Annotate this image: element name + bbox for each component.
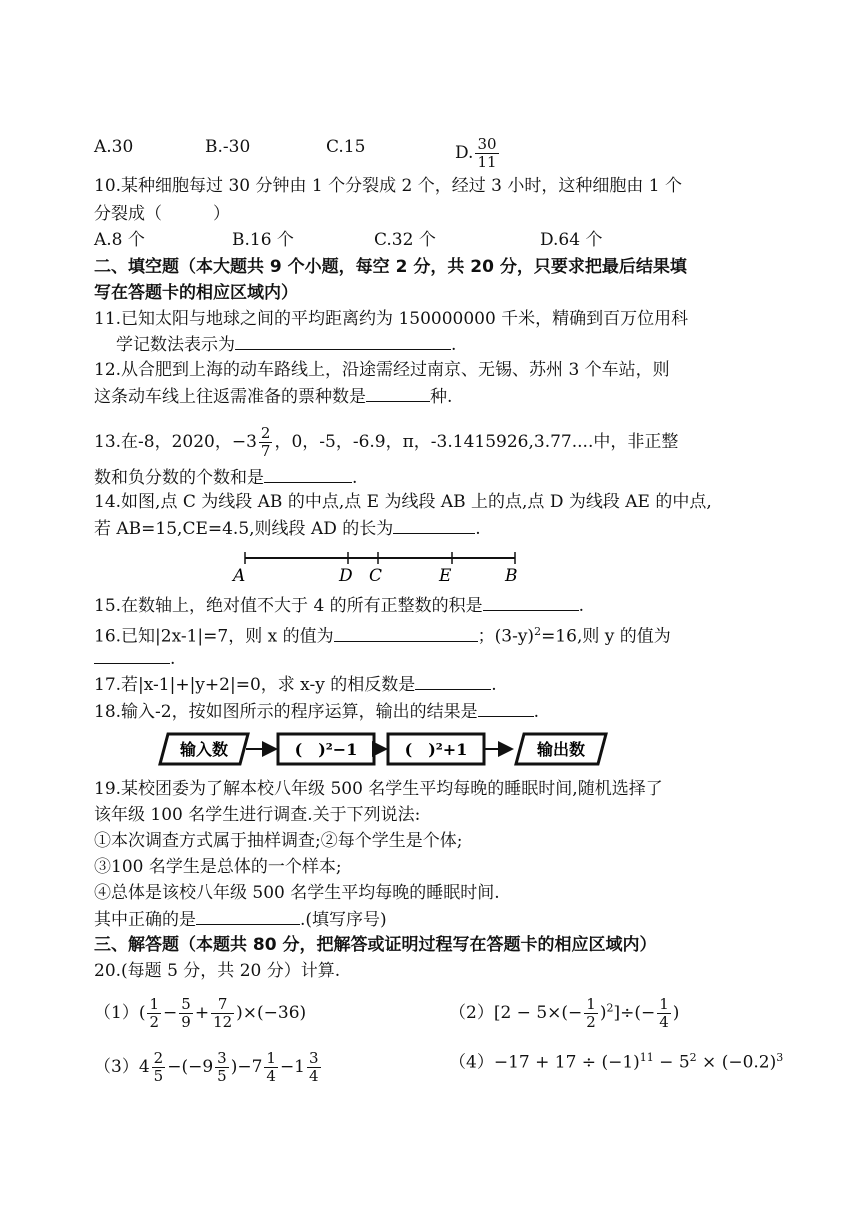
q11-line1: 11.已知太阳与地球之间的平均距离约为 150000000 千米，精确到百万位用科: [94, 309, 689, 329]
q19-line6: 其中正确的是 .(填写序号): [94, 910, 387, 930]
q12-line2: 这条动车线上往返需准备的票种数是 种.: [94, 387, 453, 407]
q9-option-a: A.30: [94, 137, 134, 157]
q20-part3: （3）4 $\frac{2}{5}$ −(−9 $\frac{3}{5}$ )−7 $\frac{1}{4}$ −1 $\frac{3}{4}$: [94, 1049, 319, 1085]
q20-title: 20.(每题 5 分，共 20 分）计算.: [94, 961, 341, 981]
flow-input-label: 输入数: [179, 740, 229, 759]
q14-line1: 14.如图,点 C 为线段 AB 的中点,点 E 为线段 AB 上的点,点 D 为线段 AE 的中点,: [94, 492, 712, 512]
q13-fraction: $\frac{2}{7}$: [260, 424, 271, 460]
q13-blank[interactable]: [264, 466, 352, 483]
q10-option-b: B.16 个: [232, 230, 294, 250]
q18-blank[interactable]: [478, 700, 534, 717]
q16-blank-y[interactable]: [94, 647, 170, 664]
q20-part4: $(4)-17 + 17 \div (-1)^{11} - 5^2 \times (-0.2)^3$: [449, 1051, 784, 1073]
q18-line: 18.输入-2，按如图所示的程序运算，输出的结果是 .: [94, 702, 540, 722]
point-label-a: A: [233, 566, 246, 586]
q17-line: 17.若|x-1|+|y+2|=0，求 x-y 的相反数是 .: [94, 675, 497, 695]
q19-line4: ③100 名学生是总体的一个样本;: [94, 857, 342, 877]
q18-flowchart: [158, 729, 618, 769]
q10-option-a: A.8 个: [94, 230, 145, 250]
q14-segment-figure: [225, 548, 525, 588]
q10-option-c: C.32 个: [374, 230, 436, 250]
section3-heading: 三、解答题（本题共 80 分，把解答或证明过程写在答题卡的相应区域内）: [94, 935, 657, 955]
q13-line2: 数和负分数的个数和是 .: [94, 468, 358, 488]
q17-blank[interactable]: [415, 673, 491, 690]
flow-step1-label: ( )²−1: [294, 740, 358, 759]
flow-output-label: 输出数: [536, 740, 586, 759]
q20-part1: （1）( $\frac{1}{2}$ − $\frac{5}{9}$ + $\frac{7}{12}$ )×(−36): [94, 995, 307, 1031]
q16-line2: .: [94, 647, 175, 670]
point-label-c: C: [369, 566, 383, 586]
q10-line2: 分裂成（ ）: [94, 204, 230, 224]
q14-line2: 若 AB=15,CE=4.5,则线段 AD 的长为 .: [94, 519, 481, 539]
q12-line1: 12.从合肥到上海的动车路线上，沿途需经过南京、无锡、苏州 3 个车站，则: [94, 360, 670, 380]
q19-line3: ①本次调查方式属于抽样调查;②每个学生是个体;: [94, 831, 463, 851]
q10-line1: 10.某种细胞每过 30 分钟由 1 个分裂成 2 个，经过 3 小时，这种细胞由 1 个: [94, 176, 682, 196]
point-label-b: B: [505, 566, 518, 586]
flow-step2-label: ( )²+1: [404, 740, 468, 759]
point-label-e: E: [439, 566, 452, 586]
q19-line2: 该年级 100 名学生进行调查.关于下列说法:: [94, 805, 421, 825]
section2-heading-line1: 二、填空题（本大题共 9 个小题，每空 2 分，共 20 分，只要求把最后结果填: [94, 257, 687, 277]
q9-option-c: C.15: [326, 137, 366, 157]
q9-d-fraction: $\frac{30}{11}$: [477, 135, 497, 171]
q16-blank-x[interactable]: [334, 625, 478, 642]
section2-heading-line2: 写在答题卡的相应区域内）: [94, 283, 298, 303]
q15-line: 15.在数轴上，绝对值不大于 4 的所有正整数的积是 .: [94, 596, 585, 616]
q19-blank[interactable]: [196, 908, 300, 925]
q20-part2: （2）[2 − 5×(− $\frac{1}{2}$ )$^2$]÷(− $\frac{1}{4}$ ): [449, 995, 680, 1031]
q19-line5: ④总体是该校八年级 500 名学生平均每晚的睡眠时间.: [94, 883, 500, 903]
q16-line1: 16.已知|2x-1|=7，则 x 的值为 ；$(3-y)^2=16$,则 y 的值为: [94, 625, 671, 647]
q9-option-b: B.-30: [205, 137, 251, 157]
q11-line2: 学记数法表示为 .: [116, 335, 457, 355]
q13-line1: 13.在-8，2020，−3 $\frac{2}{7}$ ，0，-5，-6.9，π，-3.1415926,3.77....中，非正整: [94, 424, 679, 460]
q19-line1: 19.某校团委为了解本校八年级 500 名学生平均每晚的睡眠时间,随机选择了: [94, 779, 663, 799]
q14-blank[interactable]: [393, 517, 475, 534]
point-label-d: D: [339, 566, 353, 586]
q11-blank[interactable]: [235, 333, 451, 350]
q9-option-d: D. $\frac{30}{11}$: [455, 135, 497, 171]
q12-blank[interactable]: [366, 385, 430, 402]
q10-option-d: D.64 个: [540, 230, 603, 250]
q15-blank[interactable]: [483, 594, 579, 611]
